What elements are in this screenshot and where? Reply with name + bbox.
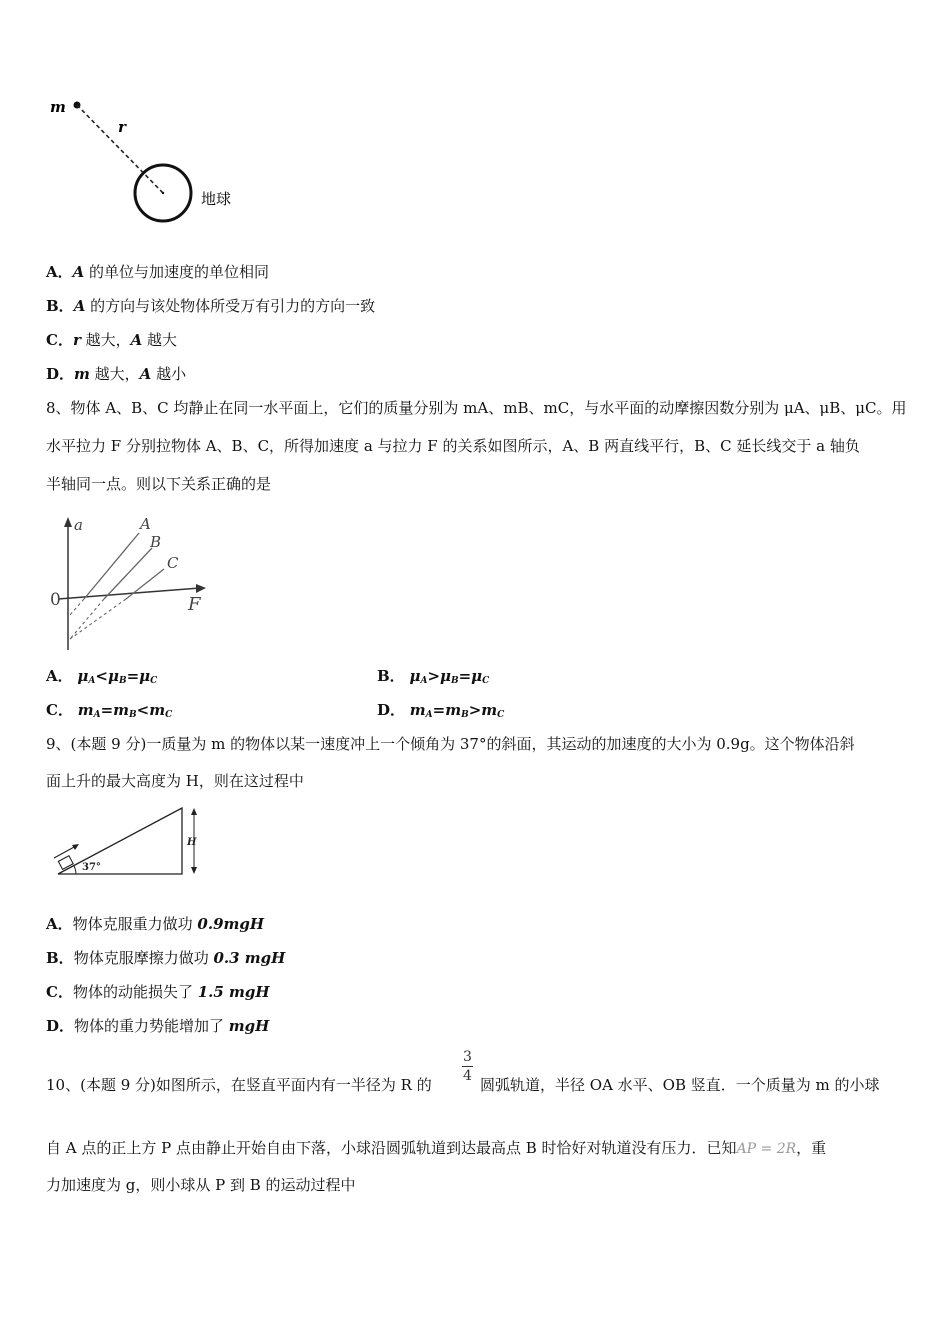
option-text: 物体的动能损失了 bbox=[72, 983, 198, 1001]
q7-option-c bbox=[46, 329, 177, 350]
option-letter: A． bbox=[46, 667, 73, 685]
q7-option-d bbox=[46, 363, 186, 384]
f-axis-label: F bbox=[188, 594, 201, 615]
option-letter: C． bbox=[46, 701, 73, 719]
option-expression: $\mu_A<\mu_B=\mu_C$ bbox=[77, 667, 158, 686]
option-text: 物体克服重力做功 bbox=[72, 915, 198, 933]
option-text: 的方向与该处物体所受万有引力的方向一致 bbox=[85, 297, 376, 315]
question-text: (本题 9 分)如图所示，在竖直平面内有一半径为 R 的 bbox=[80, 1076, 432, 1094]
option-symbol: m bbox=[74, 365, 90, 383]
option-letter: D． bbox=[377, 701, 406, 719]
height-label: H bbox=[187, 837, 197, 848]
a-axis-label: a bbox=[74, 516, 83, 534]
option-symbol: r bbox=[72, 331, 81, 349]
q10-stem-line3: 力加速度为 g，则小球从 P 到 B 的运动过程中 bbox=[46, 1176, 356, 1194]
height-arrow-bottom bbox=[191, 867, 197, 874]
q9-option-a bbox=[46, 913, 264, 934]
option-expression: $\mu_A>\mu_B=\mu_C$ bbox=[409, 667, 490, 686]
height-arrow-top bbox=[191, 808, 197, 815]
a-axis-arrow bbox=[64, 517, 72, 527]
q8-option-b bbox=[377, 665, 489, 686]
option-letter: D． bbox=[46, 1017, 75, 1035]
three-quarter-fraction bbox=[462, 1048, 473, 1085]
q8-a-f-graph bbox=[44, 505, 224, 655]
option-expression: 1.5 mgH bbox=[197, 983, 270, 1001]
line-c-label: C bbox=[167, 554, 179, 572]
option-letter: C． bbox=[46, 983, 73, 1001]
q8-option-a bbox=[46, 665, 157, 686]
q8-stem-line2: 水平拉力 F 分别拉物体 A、B、C，所得加速度 a 与拉力 F 的关系如图所示，A、B 两直线平行，B、C 延长线交于 a 轴负 bbox=[46, 437, 860, 455]
option-letter: C． bbox=[46, 331, 73, 349]
q8-stem-line1 bbox=[46, 397, 907, 418]
question-number: 9、 bbox=[46, 735, 71, 753]
option-text: 越大， bbox=[80, 331, 131, 349]
question-text: 自 A 点的正上方 P 点由静止开始自由下落，小球沿圆弧轨道到达最高点 B 时恰好对轨道没有压力．已知 bbox=[46, 1139, 737, 1157]
q10-stem-line2 bbox=[46, 1137, 826, 1158]
q10-stem-line1-left bbox=[46, 1074, 432, 1095]
q7-option-b bbox=[46, 295, 375, 316]
velocity-arrow bbox=[54, 846, 76, 858]
q10-stem-line1-right: 圆弧轨道，半径 OA 水平、OB 竖直．一个质量为 m 的小球 bbox=[480, 1076, 880, 1094]
question-text: 物体 A、B、C 均静止在同一水平面上，它们的质量分别为 mA、mB、mC，与水平面的动摩擦因数分别为 μA、μB、μC。用 bbox=[70, 399, 907, 417]
question-number: 8、 bbox=[46, 399, 71, 417]
q8-stem-line3: 半轴同一点。则以下关系正确的是 bbox=[46, 475, 272, 493]
option-letter: B． bbox=[377, 667, 405, 685]
earth-center bbox=[162, 192, 164, 194]
option-symbol: A bbox=[72, 263, 85, 281]
angle-arc bbox=[74, 866, 76, 874]
option-expression: $m_A=m_B<m_C$ bbox=[77, 701, 173, 720]
line-b-extension bbox=[70, 599, 104, 639]
fraction-denominator: 4 bbox=[463, 1068, 472, 1084]
option-text: 越大 bbox=[142, 331, 178, 349]
option-expression: 0.9mgH bbox=[197, 915, 265, 933]
option-expression: mgH bbox=[228, 1017, 270, 1035]
question-number: 10、 bbox=[46, 1076, 81, 1094]
angle-label: 37° bbox=[82, 862, 101, 873]
formula: AP = 2R bbox=[736, 1141, 797, 1157]
mass-label: m bbox=[50, 98, 66, 116]
q9-incline-figure bbox=[46, 800, 216, 885]
earth-gravity-figure bbox=[40, 90, 250, 230]
option-letter: A． bbox=[46, 915, 73, 933]
distance-label: r bbox=[118, 118, 126, 136]
option-letter: B． bbox=[46, 297, 74, 315]
incline-triangle bbox=[58, 808, 182, 874]
q9-option-c bbox=[46, 981, 270, 1002]
option-symbol: A bbox=[73, 297, 86, 315]
option-text: 物体克服摩擦力做功 bbox=[73, 949, 214, 967]
question-text: ，重 bbox=[796, 1139, 827, 1157]
line-a bbox=[84, 533, 139, 599]
q9-option-d bbox=[46, 1015, 269, 1036]
q9-stem-line2: 面上升的最大高度为 H，则在这过程中 bbox=[46, 772, 304, 790]
option-text: 越小 bbox=[151, 365, 187, 383]
option-symbol: A bbox=[130, 331, 143, 349]
option-letter: D． bbox=[46, 365, 75, 383]
question-text: (本题 9 分)一质量为 m 的物体以某一速度冲上一个倾角为 37°的斜面，其运动的加速度的大小为 0.9g。这个物体沿斜 bbox=[70, 735, 855, 753]
q9-option-b bbox=[46, 947, 285, 968]
q8-option-d bbox=[377, 699, 504, 720]
q7-option-a bbox=[46, 261, 269, 282]
option-expression: $m_A=m_B>m_C$ bbox=[409, 701, 505, 720]
option-letter: A． bbox=[46, 263, 73, 281]
origin-label: 0 bbox=[50, 590, 61, 610]
line-a-extension bbox=[70, 599, 84, 615]
option-letter: B． bbox=[46, 949, 74, 967]
line-c bbox=[126, 569, 164, 599]
q8-option-c bbox=[46, 699, 172, 720]
q9-stem-line1 bbox=[46, 733, 855, 754]
earth-label: 地球 bbox=[201, 190, 232, 208]
option-expression: 0.3 mgH bbox=[213, 949, 286, 967]
option-symbol: A bbox=[139, 365, 152, 383]
line-a-label: A bbox=[140, 515, 151, 533]
fraction-numerator: 3 bbox=[463, 1049, 472, 1065]
line-b bbox=[104, 548, 152, 599]
line-b-label: B bbox=[150, 533, 162, 551]
option-text: 物体的重力势能增加了 bbox=[74, 1017, 229, 1035]
f-axis-arrow bbox=[196, 584, 206, 593]
option-text: 越大， bbox=[89, 365, 140, 383]
option-text: 的单位与加速度的单位相同 bbox=[84, 263, 270, 281]
